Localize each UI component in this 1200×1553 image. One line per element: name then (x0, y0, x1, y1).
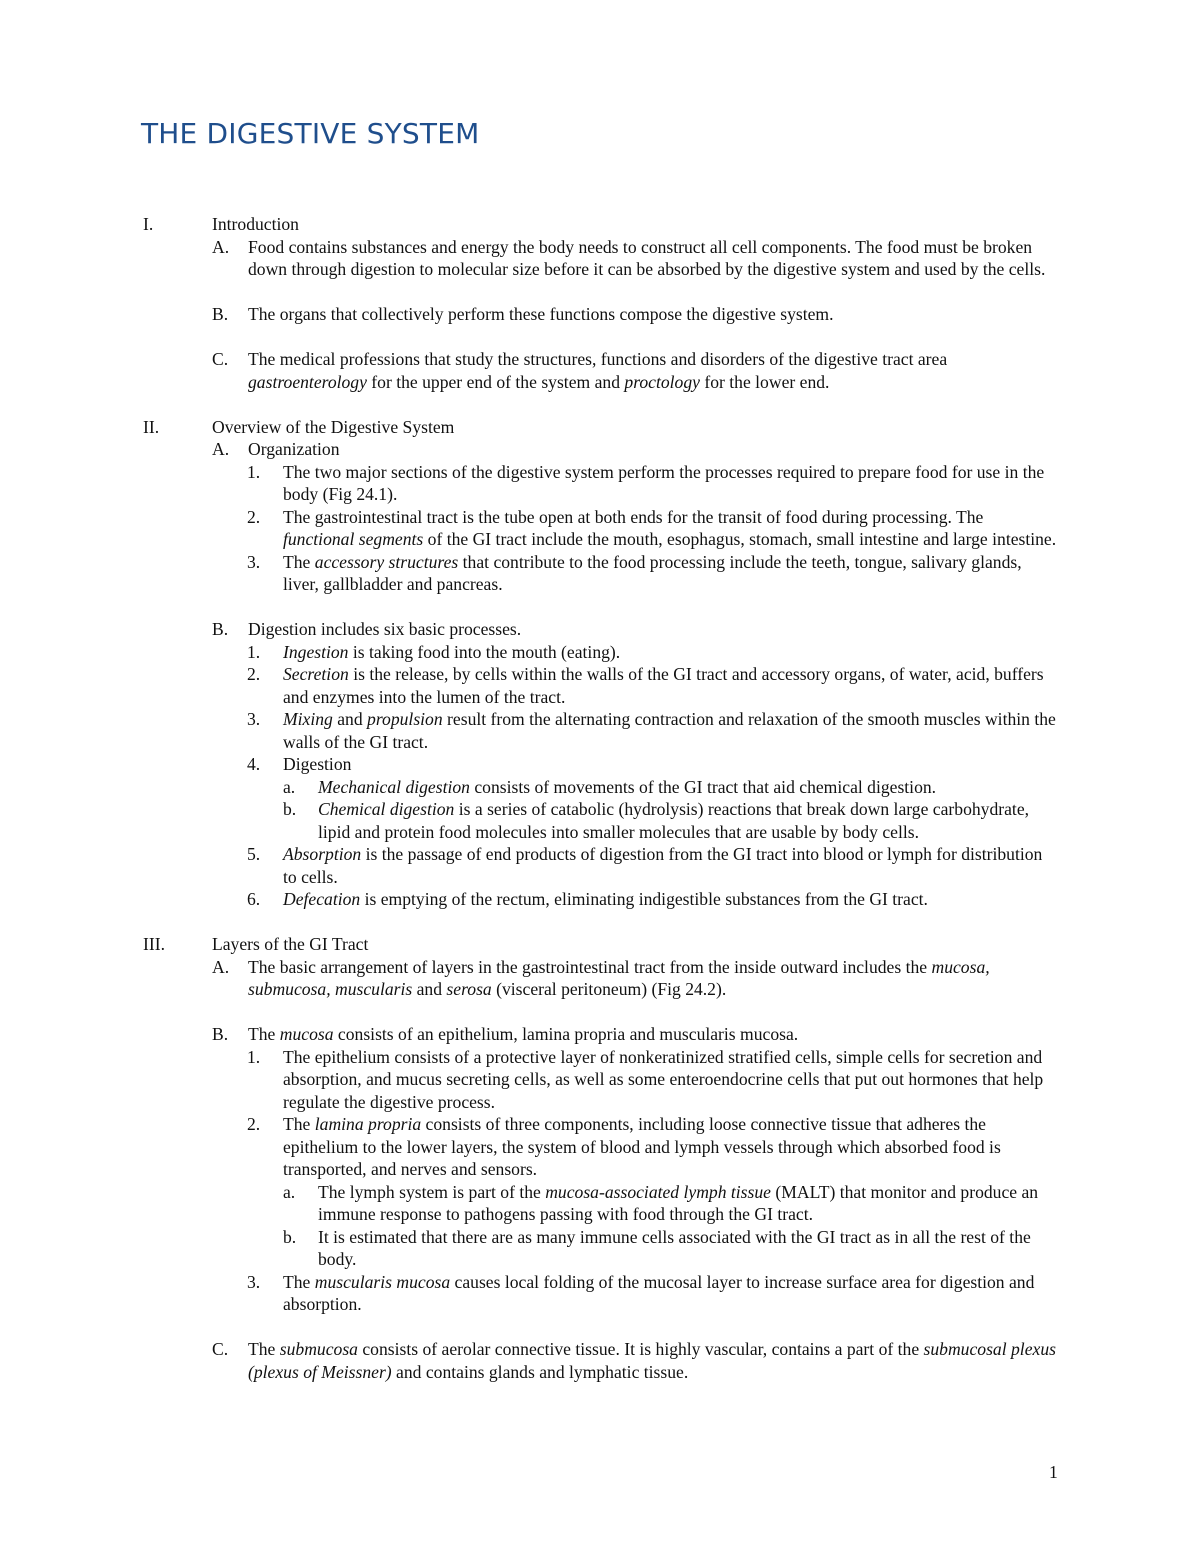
item-text: Organization (248, 439, 340, 459)
outline-item (0, 618, 1058, 641)
italic-term: gastroenterology (248, 371, 367, 392)
item-text: is a series of catabolic (hydrolysis) reactions that break down large carbohydrate, lipid and protein food molecules into smaller molecules that are usable by body cells. (318, 799, 1030, 842)
section-numeral: II. (143, 416, 160, 437)
item-marker: b. (283, 799, 297, 819)
item-text: and (332, 709, 368, 729)
outline-item (0, 956, 1058, 1001)
item-text: result from the alternating contraction and relaxation of the smooth muscles within the walls of the GI tract. (283, 709, 1056, 752)
italic-term: muscularis mucosa (314, 1271, 451, 1292)
outline-subitem (0, 753, 1058, 776)
item-text: The organs that collectively perform these functions compose the digestive system. (248, 304, 834, 324)
page-title: THE DIGESTIVE SYSTEM (141, 117, 480, 150)
item-marker: b. (283, 1226, 297, 1247)
item-marker: 6. (247, 889, 261, 909)
item-text: (visceral peritoneum) (Fig 24.2). (491, 979, 727, 999)
italic-term: functional segments (283, 529, 424, 549)
item-text: consists of an epithelium, lamina propria and muscularis mucosa. (333, 1024, 799, 1044)
item-marker: 1. (247, 1046, 261, 1067)
outline-item (0, 236, 1058, 281)
section-title: Overview of the Digestive System (212, 416, 455, 437)
italic-term: proctology (624, 371, 700, 392)
item-text: is the release, by cells within the walls of the GI tract and accessory organs, of water, acid, buffers and enzymes into the lumen of the tract. (283, 664, 1044, 707)
item-text: The (248, 1024, 280, 1044)
outline-item (0, 1023, 1058, 1046)
item-marker: 3. (247, 551, 261, 572)
item-text: is emptying of the rectum, eliminating indigestible substances from the GI tract. (360, 889, 928, 909)
italic-term: mucosa-associated lymph tissue (545, 1181, 771, 1202)
outline-item (0, 303, 1058, 326)
italic-term: Absorption (283, 844, 362, 864)
outline-item (0, 348, 1058, 393)
section-layers (0, 933, 1200, 1383)
item-text: that contribute to the food processing include the teeth, tongue, salivary glands, liver, gallbladder and pancreas. (283, 551, 1022, 594)
item-marker: 5. (247, 844, 261, 864)
section-heading (0, 933, 1200, 956)
item-text: The (283, 551, 315, 572)
item-marker: B. (212, 304, 229, 324)
section-heading (0, 213, 1200, 236)
outline-subitem (0, 551, 1058, 596)
outline-subitem (0, 461, 1058, 506)
item-marker: 3. (247, 1271, 261, 1292)
item-text: and (412, 979, 447, 999)
item-marker: 1. (247, 461, 261, 482)
item-text: The epithelium consists of a protective layer of nonkeratinized stratified cells, simple cells for secretion and absorption, and mucus secreting cells, as well as some enteroendocrine cells that put out hormones that help regulate the digestive process. (283, 1046, 1044, 1112)
outline-subsubitem (0, 776, 1058, 799)
section-introduction (0, 213, 1200, 393)
item-text: The basic arrangement of layers in the gastrointestinal tract from the inside outward includes the (248, 956, 932, 977)
item-marker: 3. (247, 709, 261, 729)
italic-term: Chemical digestion (318, 799, 455, 819)
outline-subitem (0, 888, 1058, 911)
item-marker: B. (212, 619, 229, 639)
item-text: of the GI tract include the mouth, esophagus, stomach, small intestine and large intestine. (423, 529, 1057, 549)
item-text: (MALT) that monitor and produce an immune response to pathogens passing with food through the GI tract. (318, 1181, 1039, 1224)
italic-term: lamina propria (314, 1114, 422, 1134)
item-text: The (283, 1114, 315, 1134)
outline-subitem (0, 1113, 1058, 1181)
italic-term: propulsion (367, 709, 443, 729)
item-marker: A. (212, 956, 230, 977)
item-text: The gastrointestinal tract is the tube open at both ends for the transit of food during processing. The (283, 506, 984, 527)
outline-subitem (0, 843, 1058, 888)
item-marker: 4. (247, 754, 261, 774)
outline-subitem (0, 1271, 1058, 1316)
item-text: and contains glands and lymphatic tissue. (391, 1361, 689, 1382)
item-text: causes local folding of the mucosal layer to increase surface area for digestion and absorption. (283, 1271, 1035, 1314)
item-marker: A. (212, 236, 230, 257)
item-marker: 2. (247, 664, 261, 684)
section-overview (0, 416, 1200, 911)
item-marker: 2. (247, 1114, 261, 1134)
item-text: Digestion (283, 754, 352, 774)
item-text: Digestion includes six basic processes. (248, 619, 522, 639)
item-text: is taking food into the mouth (eating). (348, 641, 621, 662)
item-marker: a. (283, 776, 296, 797)
item-marker: C. (212, 1339, 229, 1359)
italic-term: mucosa, submucosa, muscularis (248, 956, 990, 999)
italic-term: submucosa (279, 1339, 358, 1359)
italic-term: serosa (446, 979, 492, 999)
section-title: Introduction (212, 214, 299, 234)
outline-subitem (0, 641, 1058, 664)
item-text: The (248, 1339, 280, 1359)
outline-subitem (0, 506, 1058, 551)
italic-term: accessory structures (314, 551, 459, 572)
item-text: The (283, 1271, 315, 1292)
item-marker: B. (212, 1024, 229, 1044)
outline-subitem (0, 1046, 1058, 1114)
page-number: 1 (1049, 1462, 1058, 1482)
item-text: consists of three components, including loose connective tissue that adheres the epithelium to the lower layers, the system of blood and lymph vessels through which absorbed food is transported, and nerves and sensors. (283, 1114, 1001, 1179)
item-text: is the passage of end products of digestion from the GI tract into blood or lymph for distribution to cells. (283, 844, 1043, 887)
section-numeral: III. (143, 934, 165, 954)
outline (0, 213, 1200, 1383)
section-title: Layers of the GI Tract (212, 934, 369, 954)
outline-subsubitem (0, 798, 1058, 843)
item-text: consists of aerolar connective tissue. It is highly vascular, contains a part of the (357, 1339, 924, 1359)
item-marker: C. (212, 349, 229, 369)
italic-term: mucosa (279, 1024, 334, 1044)
outline-item (0, 438, 1058, 461)
item-marker: A. (212, 439, 230, 459)
italic-term: Defecation (283, 889, 361, 909)
italic-term: Secretion (283, 664, 349, 684)
item-text: The two major sections of the digestive system perform the processes required to prepare food for use in the body (Fig 24.1). (283, 461, 1045, 504)
item-text: for the upper end of the system and (366, 371, 625, 392)
italic-term: submucosal plexus (plexus of Meissner) (248, 1339, 1056, 1382)
italic-term: Ingestion (283, 641, 349, 662)
italic-term: Mechanical digestion (318, 776, 470, 797)
item-text: The medical professions that study the structures, functions and disorders of the digestive tract area (248, 349, 948, 369)
item-text: for the lower end. (699, 371, 830, 392)
section-heading (0, 416, 1200, 439)
section-numeral: I. (143, 214, 154, 234)
item-marker: 2. (247, 506, 261, 527)
item-marker: a. (283, 1181, 296, 1202)
italic-term: Mixing (283, 709, 333, 729)
outline-subitem (0, 663, 1058, 708)
item-text: The lymph system is part of the (318, 1181, 546, 1202)
item-marker: 1. (247, 641, 261, 662)
outline-item (0, 1338, 1058, 1383)
item-text: It is estimated that there are as many immune cells associated with the GI tract as in all the rest of the body. (318, 1226, 1031, 1269)
item-text: consists of movements of the GI tract that aid chemical digestion. (469, 776, 937, 797)
item-text: Food contains substances and energy the body needs to construct all cell components. The food must be broken down through digestion to molecular size before it can be absorbed by the digestive system and used by the cells. (248, 236, 1046, 279)
outline-subsubitem (0, 1226, 1058, 1271)
outline-subitem (0, 708, 1058, 753)
outline-subsubitem (0, 1181, 1058, 1226)
